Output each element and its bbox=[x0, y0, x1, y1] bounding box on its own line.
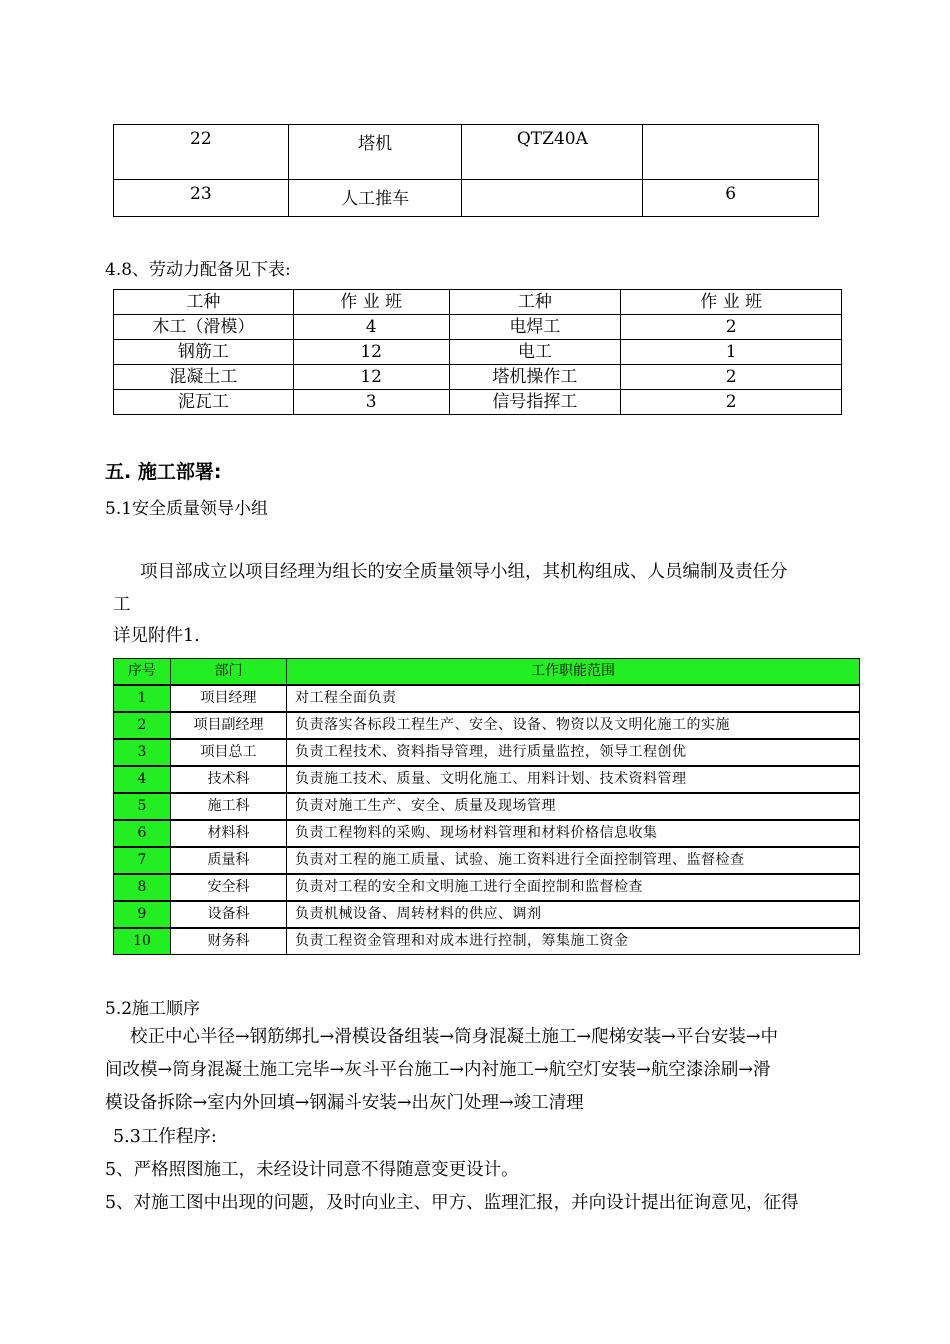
duty-cell: 负责施工技术、质量、文明化施工、用料计划、技术资料管理 bbox=[287, 766, 860, 793]
column-header: 作 业 班 bbox=[293, 290, 449, 315]
paragraph-line: 模设备拆除→室内外回填→钢漏斗安装→出灰门处理→竣工清理 bbox=[105, 1093, 584, 1113]
table-cell: 22 bbox=[114, 125, 289, 180]
table-cell: 电焊工 bbox=[449, 315, 621, 340]
duty-cell: 负责工程资金管理和对成本进行控制，筹集施工资金 bbox=[287, 928, 860, 955]
table-cell: 4 bbox=[293, 315, 449, 340]
department-cell: 技术科 bbox=[171, 766, 287, 793]
table-header-row bbox=[114, 290, 842, 315]
row-number: 4 bbox=[114, 766, 171, 793]
paragraph-line: 间改模→筒身混凝土施工完毕→灰斗平台施工→内衬施工→航空灯安装→航空漆涂刷→滑 bbox=[105, 1060, 771, 1080]
department-cell: 施工科 bbox=[171, 793, 287, 820]
row-number: 6 bbox=[114, 820, 171, 847]
table-row bbox=[114, 340, 842, 365]
duty-cell: 负责对工程的安全和文明施工进行全面控制和监督检查 bbox=[287, 874, 860, 901]
department-cell: 质量科 bbox=[171, 847, 287, 874]
table-row bbox=[114, 712, 860, 739]
table-row bbox=[114, 874, 860, 901]
paragraph-line: 5、对施工图中出现的问题，及时向业主、甲方、监理汇报，并向设计提出征询意见，征得 bbox=[105, 1193, 799, 1213]
table-cell: 混凝土工 bbox=[114, 365, 294, 390]
column-header: 部门 bbox=[171, 659, 287, 686]
paragraph-line: 校正中心半径→钢筋绑扎→滑模设备组装→筒身混凝土施工→爬梯安装→平台安装→中 bbox=[130, 1027, 778, 1047]
table-row bbox=[114, 820, 860, 847]
paragraph-line: 项目部成立以项目经理为组长的安全质量领导小组，其机构组成、人员编制及责任分 bbox=[140, 562, 788, 582]
duty-cell: 负责对施工生产、安全、质量及现场管理 bbox=[287, 793, 860, 820]
department-cell: 项目副经理 bbox=[171, 712, 287, 739]
equipment-table bbox=[113, 124, 819, 217]
table-row bbox=[114, 180, 819, 217]
table-header-row bbox=[114, 659, 860, 686]
table-cell bbox=[643, 125, 819, 180]
table-cell: 2 bbox=[621, 390, 842, 415]
paragraph-line: 详见附件1. bbox=[113, 626, 200, 646]
duty-cell: 负责工程技术、资料指导管理，进行质量监控，领导工程创优 bbox=[287, 739, 860, 766]
department-cell: 设备科 bbox=[171, 901, 287, 928]
paragraph-line: 工 bbox=[113, 595, 131, 615]
table-cell: 12 bbox=[293, 365, 449, 390]
row-number: 5 bbox=[114, 793, 171, 820]
column-header: 序号 bbox=[114, 659, 171, 686]
table-cell: 12 bbox=[293, 340, 449, 365]
table-row bbox=[114, 847, 860, 874]
table-row bbox=[114, 315, 842, 340]
section-title: 五. 施工部署: bbox=[105, 461, 222, 483]
duty-cell: 负责对工程的施工质量、试验、施工资料进行全面控制管理、监督检查 bbox=[287, 847, 860, 874]
table-row bbox=[114, 901, 860, 928]
department-cell: 材料科 bbox=[171, 820, 287, 847]
subsection-title: 5.1安全质量领导小组 bbox=[105, 499, 269, 519]
department-cell: 安全科 bbox=[171, 874, 287, 901]
row-number: 2 bbox=[114, 712, 171, 739]
labor-heading: 4.8、劳动力配备见下表: bbox=[105, 260, 291, 280]
table-cell: 泥瓦工 bbox=[114, 390, 294, 415]
table-row bbox=[114, 365, 842, 390]
table-cell: 电工 bbox=[449, 340, 621, 365]
table-cell: 6 bbox=[643, 180, 819, 217]
row-number: 8 bbox=[114, 874, 171, 901]
row-number: 1 bbox=[114, 685, 171, 712]
column-header: 工种 bbox=[449, 290, 621, 315]
table-cell: 木工（滑模） bbox=[114, 315, 294, 340]
row-number: 3 bbox=[114, 739, 171, 766]
row-number: 10 bbox=[114, 928, 171, 955]
table-row bbox=[114, 766, 860, 793]
table-row bbox=[114, 739, 860, 766]
table-cell: 信号指挥工 bbox=[449, 390, 621, 415]
table-row bbox=[114, 390, 842, 415]
table-cell: 钢筋工 bbox=[114, 340, 294, 365]
row-number: 9 bbox=[114, 901, 171, 928]
table-cell: 人工推车 bbox=[288, 180, 462, 217]
duty-cell: 负责落实各标段工程生产、安全、设备、物资以及文明化施工的实施 bbox=[287, 712, 860, 739]
table-row bbox=[114, 125, 819, 180]
duty-cell: 对工程全面负责 bbox=[287, 685, 860, 712]
department-cell: 项目经理 bbox=[171, 685, 287, 712]
table-row bbox=[114, 928, 860, 955]
paragraph-line: 5、严格照图施工，未经设计同意不得随意变更设计。 bbox=[105, 1160, 519, 1180]
column-header: 作 业 班 bbox=[621, 290, 842, 315]
labor-table bbox=[113, 289, 842, 415]
table-cell: 23 bbox=[114, 180, 289, 217]
department-cell: 财务科 bbox=[171, 928, 287, 955]
table-cell: QTZ40A bbox=[462, 125, 643, 180]
duty-table bbox=[113, 658, 860, 955]
table-cell: 1 bbox=[621, 340, 842, 365]
row-number: 7 bbox=[114, 847, 171, 874]
table-cell: 2 bbox=[621, 315, 842, 340]
table-cell: 塔机操作工 bbox=[449, 365, 621, 390]
table-cell bbox=[462, 180, 643, 217]
table-row bbox=[114, 793, 860, 820]
duty-cell: 负责工程物料的采购、现场材料管理和材料价格信息收集 bbox=[287, 820, 860, 847]
duty-cell: 负责机械设备、周转材料的供应、调剂 bbox=[287, 901, 860, 928]
subsection-title: 5.3工作程序: bbox=[113, 1127, 217, 1147]
table-cell: 2 bbox=[621, 365, 842, 390]
table-cell: 塔机 bbox=[288, 125, 462, 180]
subsection-title: 5.2施工顺序 bbox=[105, 999, 201, 1019]
table-row bbox=[114, 685, 860, 712]
column-header: 工种 bbox=[114, 290, 294, 315]
table-cell: 3 bbox=[293, 390, 449, 415]
column-header: 工作职能范围 bbox=[287, 659, 860, 686]
department-cell: 项目总工 bbox=[171, 739, 287, 766]
